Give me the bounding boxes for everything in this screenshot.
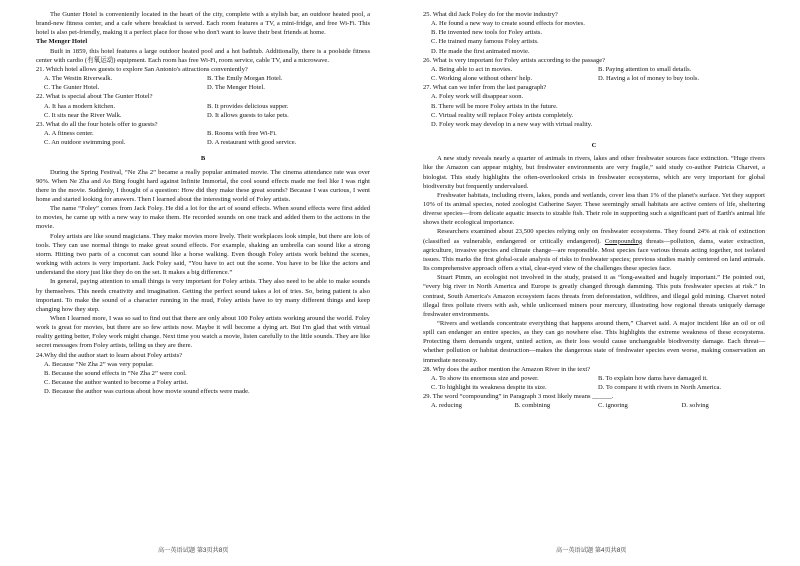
gunter-paragraph: The Gunter Hotel is conveniently located in the heart of the city, complete with a stylish bar, an outdoor heated pool, a brand-new fitness center, and a cafe where breakfast is served. Each room features a TV, a mini-fridge, and free Wi-Fi. This hotel is also pet-friendly, making it a perfect place for those who don't want to leave their best friends at home. bbox=[36, 11, 370, 37]
page-footer-right: 高一英语试题 第4页共8页 bbox=[556, 547, 627, 554]
section-c-heading: C bbox=[591, 142, 597, 150]
q24-option-b: B. Because the sound effects in “Ne Zha 2” were cool. bbox=[44, 369, 187, 377]
q26-option-c: C. Working alone without others' help. bbox=[431, 75, 533, 83]
passage-b-paragraph-4: In general, paying attention to small things is very important for Foley artists. They also need to be able to make sounds by themselves. This needs creativity and imagination. Getting the perfect sound takes a lot of tries. So, being patient is also important. To make the sound of a character running in the mud, Foley artists have to try many different things and keep changing how they step. bbox=[36, 278, 370, 313]
q25-option-d: D. He made the first animated movie. bbox=[431, 47, 530, 55]
passage-b-paragraph-1: During the Spring Festival, “Ne Zha 2” became a really popular animated movie. The cinema attendance rate was over 90%. When Ne Zha and Ao Bing fought hard against Infinite Immortal, the cool sound effects made me feel like I was right there in the movie. Suddenly, I thought of a question: How did they make these great sounds? Because I was curious, I went home and started looking for answers. Then I learned about the interesting world of Foley artists. bbox=[36, 168, 370, 203]
question-24-options bbox=[36, 360, 370, 397]
q27-option-a: A. Foley work will disappear soon. bbox=[431, 93, 524, 101]
question-28-options bbox=[423, 374, 765, 392]
question-23-options bbox=[36, 129, 370, 147]
q24-option-d: D. Because the author was curious about how movie sound effects were made. bbox=[44, 388, 250, 396]
question-24-stem: 24.Why did the author start to learn about Foley artists? bbox=[36, 351, 183, 359]
q22-option-a: A. It has a modern kitchen. bbox=[44, 102, 116, 110]
section-b-heading: B bbox=[200, 155, 206, 163]
question-22-options bbox=[36, 102, 370, 120]
q28-option-b: B. To explain how dams have damaged it. bbox=[598, 374, 708, 382]
page-footer-left: 高一英语试题 第3页共8页 bbox=[158, 547, 229, 554]
q21-option-a: A. The Westin Riverwalk. bbox=[44, 75, 113, 83]
q27-option-b: B. There will be more Foley artists in the future. bbox=[431, 102, 558, 110]
passage-b-paragraph-2: The name “Foley” comes from Jack Foley. He did a lot for the art of sound effects. When sound effects were first added to movies, he came up with a new way to make them. He recorded sounds on one track and added them to the actions in the movie. bbox=[36, 205, 370, 231]
question-25-options bbox=[423, 19, 765, 56]
underlined-word-compounding: Compounding bbox=[604, 237, 643, 245]
q23-option-c: C. An outdoor swimming pool. bbox=[44, 139, 126, 147]
q24-option-c: C. Because the author wanted to become a Foley artist. bbox=[44, 379, 189, 387]
q23-option-a: A. A fitness center. bbox=[44, 130, 94, 138]
q29-option-c: C. ignoring bbox=[598, 402, 628, 410]
passage-c-paragraph-3 bbox=[423, 227, 765, 273]
q25-option-c: C. He trained many famous Foley artists. bbox=[431, 38, 539, 46]
passage-c-paragraph-4: Stuart Pimm, an ecologist not involved in the study, praised it as “long-awaited and hugely important.” He pointed out, “every big river in North America and Europe is greatly changed through damming. This puts freshwater species at risk.” In contrast, South America's Amazon ecosystem faces threats from deforestation, wildfires, and illegal gold mining. Charvet noted illegal fires pollute rivers with ash, while unlicensed miners pour mercury, illustrating how regional threats uniquely damage freshwater environments. bbox=[423, 274, 765, 318]
q21-option-b: B. The Emily Morgan Hotel. bbox=[207, 75, 283, 83]
menger-title: The Menger Hotel bbox=[36, 38, 88, 46]
question-23-stem: 23. What do all the four hotels offer to guests? bbox=[36, 120, 158, 128]
passage-c-paragraph-5: “Rivers and wetlands concentrate everything that happens around them,” Charvet said. A major incident like an oil or oil spill can endanger an entire species, as they can go nowhere else. This highlights the extreme weakness of these ecosystems. Protecting them demands urgent, united action, as their loss would cause unchangeable biodiversity damage. Each threat—whether pollution or habitat destruction—makes the dangerous state of freshwater species even worse, making conservation an immediate necessity. bbox=[423, 320, 765, 364]
question-22-stem: 22. What is special about The Gunter Hotel? bbox=[36, 93, 153, 101]
q27-option-d: D. Foley work may develop in a new way with virtual reality. bbox=[431, 120, 593, 128]
q28-option-d: D. To compare it with rivers in North America. bbox=[598, 384, 722, 392]
question-26-stem: 26. What is very important for Foley artists according to the passage? bbox=[423, 56, 606, 64]
left-column bbox=[36, 10, 370, 396]
q22-option-c: C. It sits near the River Walk. bbox=[44, 111, 122, 119]
q22-option-b: B. It provides delicious supper. bbox=[207, 102, 289, 110]
q23-option-b: B. Rooms with free Wi-Fi. bbox=[207, 130, 277, 138]
q28-option-c: C. To highlight its weakness despite its size. bbox=[431, 384, 547, 392]
right-column bbox=[423, 10, 765, 411]
q22-option-d: D. It allows guests to take pets. bbox=[207, 111, 289, 119]
q27-option-c: C. Virtual reality will replace Foley artists completely. bbox=[431, 111, 574, 119]
q29-option-a: A. reducing bbox=[431, 402, 462, 410]
q26-option-b: B. Paying attention to small details. bbox=[598, 65, 692, 73]
question-29-stem: 29. The word “compounding” in Paragraph 3 most likely means ______. bbox=[423, 393, 614, 401]
q25-option-b: B. He invented new tools for Foley artists. bbox=[431, 29, 543, 37]
menger-paragraph: Built in 1859, this hotel features a large outdoor heated pool and a hot bathtub. Additionally, there is a poolside fitness center with cardio (有氧运动) equipment. Each room has free Wi-Fi, room service, cable TV, and a microwave. bbox=[36, 47, 370, 64]
passage-c-paragraph-3-start: Researchers examined about 23,500 species relying only on freshwater ecosystems. They found 24% at risk of extinction (classified as vulnerable, endangered or critically endangered). bbox=[423, 228, 765, 245]
q21-option-c: C. The Gunter Hotel. bbox=[44, 84, 100, 92]
passage-c-paragraph-2: Freshwater habitats, including rivers, lakes, ponds and wetlands, cover less than 1% of the planet's surface. Yet they support 10% of its animal species, noted zoologist Catherine Sayer. These seemingly small habitats are active centers of life, sheltering diverse species—from delicate aquatic insects to sizable fish. Their role in supporting such a significant part of Earth's animal life shows their ecological importance. bbox=[423, 191, 765, 227]
question-26-options bbox=[423, 65, 765, 83]
passage-b-paragraph-3: Foley artists are like sound magicians. They make movies more lively. Their workplaces look simple, but there are lots of tools. They can use normal things to make great sound effects. For example, shaking an umbrella can sound like a strong storm. Hitting two parts of a coconut can sound like a horse walking. Even though Foley artists work behind the scenes, working with actors is very important. Jack Foley said, “You have to act out the scene. You have to be like the actors and understand the story just like they do on the set. It makes a big difference.” bbox=[36, 232, 370, 277]
question-27-stem: 27. What can we infer from the last paragraph? bbox=[423, 84, 547, 92]
question-21-options bbox=[36, 74, 370, 92]
passage-c-paragraph-3-end: threats—pollution, dams, water extraction, agriculture, invasive species and climate change—are responsible. Most species face various threats acting together, not isolated issues. This marks the first global-scale analysis of risks to freshwater species; previous studies mainly centered on land animals. Its comprehensive approach offers a vital, clear-eyed view of the challenges these species face. bbox=[423, 237, 765, 273]
q28-option-a: A. To show its enormous size and power. bbox=[431, 374, 539, 382]
question-28-stem: 28. Why does the author mention the Amazon River in the text? bbox=[423, 365, 591, 373]
q26-option-a: A. Being able to act in movies. bbox=[431, 65, 513, 73]
q29-option-b: B. combining bbox=[514, 402, 551, 410]
q21-option-d: D. The Menger Hotel. bbox=[207, 84, 265, 92]
question-29-options bbox=[423, 401, 765, 410]
passage-b-paragraph-5: When I learned more, I was so sad to find out that there are only about 100 Foley artists working around the world. Foley work is great for movies, but there are so few artists now. Maybe it will become a dying art. But I'm glad that with virtual reality getting better, Foley work might change. Next time you watch a movie, listen carefully to the little sounds. They are like secret messages from Foley artists, telling us they are there. bbox=[36, 315, 370, 350]
question-27-options bbox=[423, 92, 765, 129]
passage-c-paragraph-1: A new study reveals nearly a quarter of animals in rivers, lakes and other freshwater sources face extinction. “Huge rivers like the Amazon can appear mighty, but freshwater environments are very fragile,” said study co-author Patricia Charvet, a biologist. This study highlights the often-overlooked crisis in freshwater ecosystems, which are very important for global biodiversity but frequently undervalued. bbox=[423, 155, 765, 190]
q29-option-d: D. solving bbox=[681, 402, 709, 410]
question-21-stem: 21. Which hotel allows guests to explore San Antonio's attractions conveniently? bbox=[36, 65, 248, 73]
q26-option-d: D. Having a lot of money to buy tools. bbox=[598, 75, 700, 83]
q23-option-d: D. A restaurant with good service. bbox=[207, 139, 297, 147]
question-25-stem: 25. What did Jack Foley do for the movie industry? bbox=[423, 11, 558, 18]
q25-option-a: A. He found a new way to create sound effects for movies. bbox=[431, 20, 585, 28]
q24-option-a: A. Because “Ne Zha 2” was very popular. bbox=[44, 360, 154, 368]
